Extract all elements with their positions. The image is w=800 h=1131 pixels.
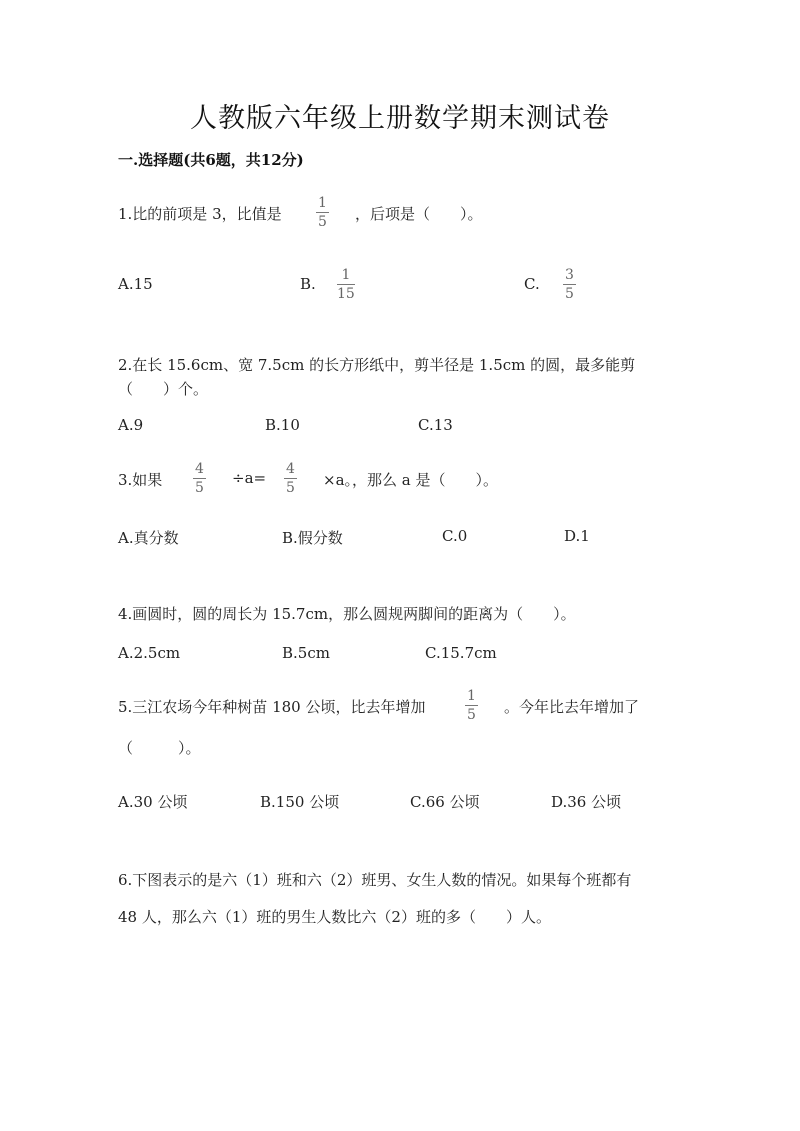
- question-1-option-b-fraction: [337, 268, 355, 301]
- question-5-line-2: （ ）。: [118, 739, 201, 757]
- section-heading: 一.选择题(共6题，共12分): [118, 151, 304, 169]
- question-1-text-start: 1.比的前项是 3，比值是: [118, 205, 282, 223]
- fraction-numerator: 1: [467, 688, 476, 704]
- question-2-line-2: （ ）个。: [118, 380, 209, 398]
- question-1-text-end: ，后项是（ ）。: [355, 205, 483, 223]
- fraction-denominator: 5: [318, 214, 327, 230]
- question-3-fraction-1: [193, 462, 206, 495]
- question-3-fraction-2: [284, 462, 297, 495]
- fraction-denominator: 5: [467, 707, 476, 723]
- fraction-numerator: 4: [286, 461, 295, 477]
- question-5-text-start: 5.三江农场今年种树苗 180 公顷，比去年增加: [118, 698, 426, 716]
- question-1-option-b-label[interactable]: B.: [300, 275, 316, 293]
- question-6-line-1: 6.下图表示的是六（1）班和六（2）班男、女生人数的情况。如果每个班都有: [118, 871, 632, 889]
- question-4-text: 4.画圆时，圆的周长为 15.7cm，那么圆规两脚间的距离为（ ）。: [118, 605, 576, 623]
- question-5-option-c[interactable]: C.66 公顷: [410, 793, 480, 811]
- question-1-option-a[interactable]: A.15: [118, 275, 153, 293]
- question-3-divide-text: ÷a=: [232, 469, 267, 487]
- fraction-numerator: 1: [318, 195, 327, 211]
- question-2-option-a[interactable]: A.9: [118, 416, 144, 434]
- fraction-denominator: 15: [337, 286, 355, 302]
- question-5-text-end: 。今年比去年增加了: [504, 698, 640, 716]
- question-2-option-c[interactable]: C.13: [418, 416, 453, 434]
- question-4-option-b[interactable]: B.5cm: [282, 644, 330, 662]
- question-5-option-b[interactable]: B.150 公顷: [260, 793, 340, 811]
- question-3-text-end: ×a。，那么 a 是（ ）。: [323, 471, 498, 489]
- fraction-numerator: 3: [565, 267, 574, 283]
- fraction-denominator: 5: [195, 480, 204, 496]
- fraction-numerator: 4: [195, 461, 204, 477]
- question-6-line-2: 48 人，那么六（1）班的男生人数比六（2）班的多（ ）人。: [118, 908, 551, 926]
- question-2-option-b[interactable]: B.10: [265, 416, 300, 434]
- question-2-line-1: 2.在长 15.6cm、宽 7.5cm 的长方形纸中，剪半径是 1.5cm 的圆，最多能剪: [118, 356, 636, 374]
- question-3-option-a[interactable]: A.真分数: [118, 529, 179, 547]
- question-5-fraction: [465, 689, 478, 722]
- question-1-option-c-fraction: [563, 268, 576, 301]
- fraction-numerator: 1: [341, 267, 351, 283]
- fraction-denominator: 5: [565, 286, 574, 302]
- question-3-option-c[interactable]: C.0: [442, 527, 468, 545]
- question-3-text-start: 3.如果: [118, 471, 163, 489]
- question-4-option-c[interactable]: C.15.7cm: [425, 644, 497, 662]
- question-3-option-d[interactable]: D.1: [564, 527, 590, 545]
- question-3-option-b[interactable]: B.假分数: [282, 529, 343, 547]
- question-4-option-a[interactable]: A.2.5cm: [118, 644, 181, 662]
- question-1-option-c-label[interactable]: C.: [524, 275, 540, 293]
- fraction-denominator: 5: [286, 480, 295, 496]
- question-1-fraction: [316, 196, 329, 229]
- question-5-option-a[interactable]: A.30 公顷: [118, 793, 188, 811]
- page-title: 人教版六年级上册数学期末测试卷: [190, 103, 610, 134]
- question-5-option-d[interactable]: D.36 公顷: [551, 793, 622, 811]
